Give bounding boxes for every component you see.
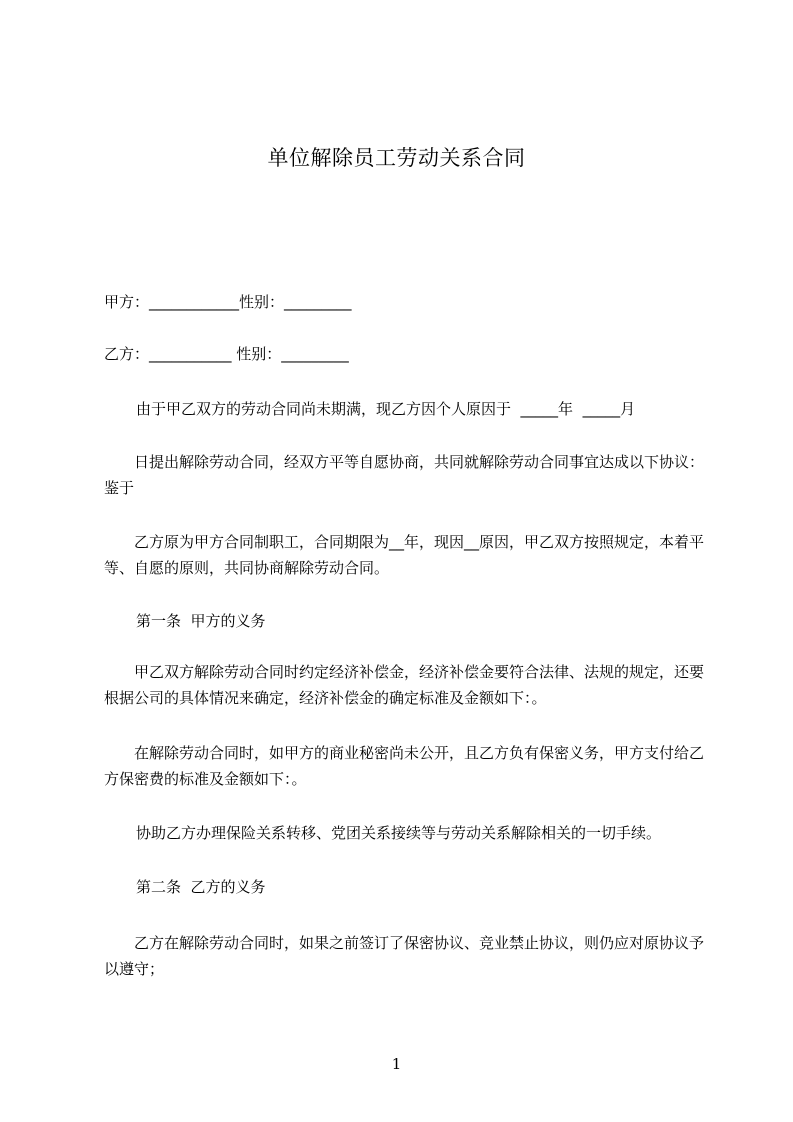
intro-continuation: 日提出解除劳动合同，经双方平等自愿协商，共同就解除劳动合同事宜达成以下协议：鉴于 <box>104 453 705 497</box>
article-2-heading: 第二条 乙方的义务 <box>136 878 266 896</box>
page-number: 1 <box>391 1055 402 1073</box>
party-b-line: 乙方：___________ 性别：_________ <box>104 345 349 363</box>
document-title: 单位解除员工劳动关系合同 <box>267 146 526 170</box>
article-1-paragraph-2: 在解除劳动合同时，如甲方的商业秘密尚未公开，且乙方负有保密义务，甲方支付给乙方保密费的标准及金额如下：。 <box>104 744 705 788</box>
background-paragraph: 乙方原为甲方合同制职工，合同期限为__年，现因__原因，甲乙双方按照规定，本着平等、自愿的原则，共同协商解除劳动合同。 <box>104 533 705 577</box>
article-1-heading: 第一条 甲方的义务 <box>136 612 266 630</box>
party-a-line: 甲方：____________性别：_________ <box>104 293 352 311</box>
article-1-paragraph-3: 协助乙方办理保险关系转移、党团关系接续等与劳动关系解除相关的一切手续。 <box>136 824 662 842</box>
article-2-paragraph-1: 乙方在解除劳动合同时，如果之前签订了保密协议、竞业禁止协议，则仍应对原协议予以遵守； <box>104 934 705 978</box>
intro-line: 由于甲乙双方的劳动合同尚未期满，现乙方因个人原因于 _____年 _____月 <box>136 400 636 418</box>
article-1-paragraph-1: 甲乙双方解除劳动合同时约定经济补偿金，经济补偿金要符合法律、法规的规定，还要根据公司的具体情况来确定，经济补偿金的确定标准及金额如下：。 <box>104 663 705 707</box>
